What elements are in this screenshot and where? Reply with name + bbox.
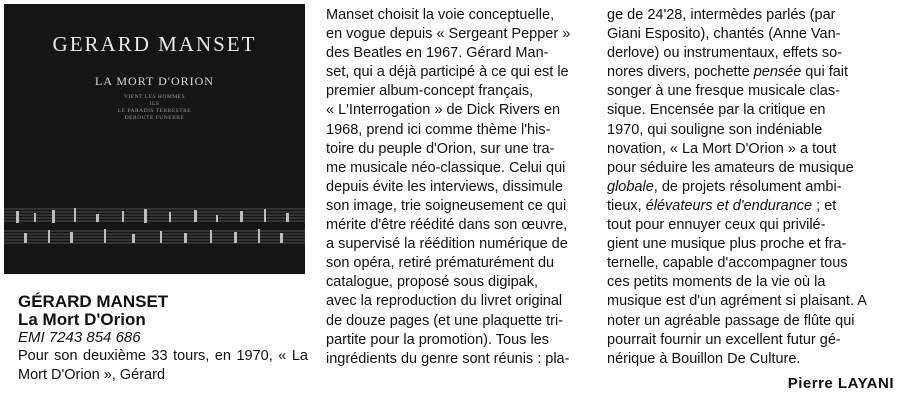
text-line: me musicale néo-classique. Celui qui xyxy=(326,159,566,176)
text-line: « L'Interrogation » de Dick Rivers en xyxy=(326,102,561,119)
cover-credit-line: VIENT LES HOMMES xyxy=(123,94,186,100)
text-line: sique. Encensée par la critique en xyxy=(607,102,826,119)
caption-body-text: Pour son deuxième 33 tours, en 1970, « La Mort D'Orion », Gérard xyxy=(18,348,308,383)
text-line: pour séduire les amateurs de musique xyxy=(607,159,854,176)
text-line: globale, de projets résolument ambi- xyxy=(607,178,842,195)
text-line: partite pour la promotion). Tous les xyxy=(326,331,549,348)
text-line: de douze pages (et une plaquette tri- xyxy=(326,312,563,329)
text-line: noter un agréable passage de flûte qui xyxy=(607,312,855,329)
cover-title: LA MORT D'ORION xyxy=(95,74,214,88)
text-line: musique est d'un agrément si plaisant. A xyxy=(607,293,867,310)
caption-album-title: La Mort D'Orion xyxy=(18,310,146,329)
caption-artist: GÉRARD MANSET xyxy=(18,292,169,311)
text-line: Manset choisit la voie conceptuelle, xyxy=(326,7,555,23)
text-line: ingrédients du genre sont réunis : pla- xyxy=(326,350,570,367)
text-line: son opéra, retiré prématurément du xyxy=(326,255,555,272)
text-line: novation, « La Mort D'Orion » a tout xyxy=(607,140,837,157)
review-column-3 xyxy=(607,6,897,369)
cover-credit-line: LE PARADIS TERRESTRE xyxy=(117,108,192,114)
album-cover-image xyxy=(4,4,305,274)
text-line: 1970, qui souligne son indéniable xyxy=(607,121,823,138)
text-line: depuis évite les interviews, dissimule xyxy=(326,178,563,195)
author-signature: Pierre LAYANI xyxy=(787,375,894,392)
text-line: des Beatles en 1967. Gérard Man- xyxy=(326,45,549,62)
cover-artist: GERARD MANSET xyxy=(52,32,257,56)
text-line: nores divers, pochette pensée qui fait xyxy=(607,64,849,81)
text-line: son image, trie soigneusement ce qui xyxy=(326,197,567,214)
text-line: ternelle, capable d'accompagner tous xyxy=(607,255,848,272)
text-line: tout pour ennuyer ceux qui privilé- xyxy=(607,217,826,234)
text-line: a supervisé la réédition numérique de xyxy=(326,236,568,253)
text-line: nérique à Bouillon De Culture. xyxy=(607,350,801,367)
text-line: catalogue, proposé sous digipak, xyxy=(326,274,539,291)
text-line: 1968, prend ici comme thème l'his- xyxy=(326,121,551,138)
text-line: ge de 24'28, intermèdes parlés (par xyxy=(607,7,836,23)
text-line: premier album-concept français, xyxy=(326,83,534,100)
cover-credits xyxy=(4,94,305,122)
cover-music-score-graphic xyxy=(4,199,305,254)
text-line: avec la reproduction du livret original xyxy=(326,293,563,310)
text-line: set, qui a déjà participé à ce qui est le xyxy=(326,64,569,81)
text-line: toire du peuple d'Orion, sur une tra- xyxy=(326,140,555,157)
review-column-2 xyxy=(326,6,601,369)
text-line: ces petits moments de la vie où la xyxy=(607,274,826,291)
text-line: gient une musique plus proche et fra- xyxy=(607,236,847,253)
text-line: Giani Esposito), chantés (Anne Van- xyxy=(607,26,841,43)
text-line: en vogue depuis « Sergeant Pepper » xyxy=(326,26,571,43)
text-line: mérite d'être réédité dans son œuvre, xyxy=(326,217,568,234)
cover-credit-line: DEROUTE FUNEBRE xyxy=(124,115,185,121)
album-caption xyxy=(18,293,308,384)
text-line: songer à une fresque musicale clas- xyxy=(607,83,840,100)
text-line: tieux, élévateurs et d'endurance ; et xyxy=(607,197,837,214)
cover-credit-line: ILS xyxy=(149,101,160,107)
text-line: pourrait fournir un excellent futur gé- xyxy=(607,331,841,348)
text-line: derlove) ou instrumentaux, effets so- xyxy=(607,45,843,62)
caption-catalog-number: EMI 7243 854 686 xyxy=(18,329,141,346)
